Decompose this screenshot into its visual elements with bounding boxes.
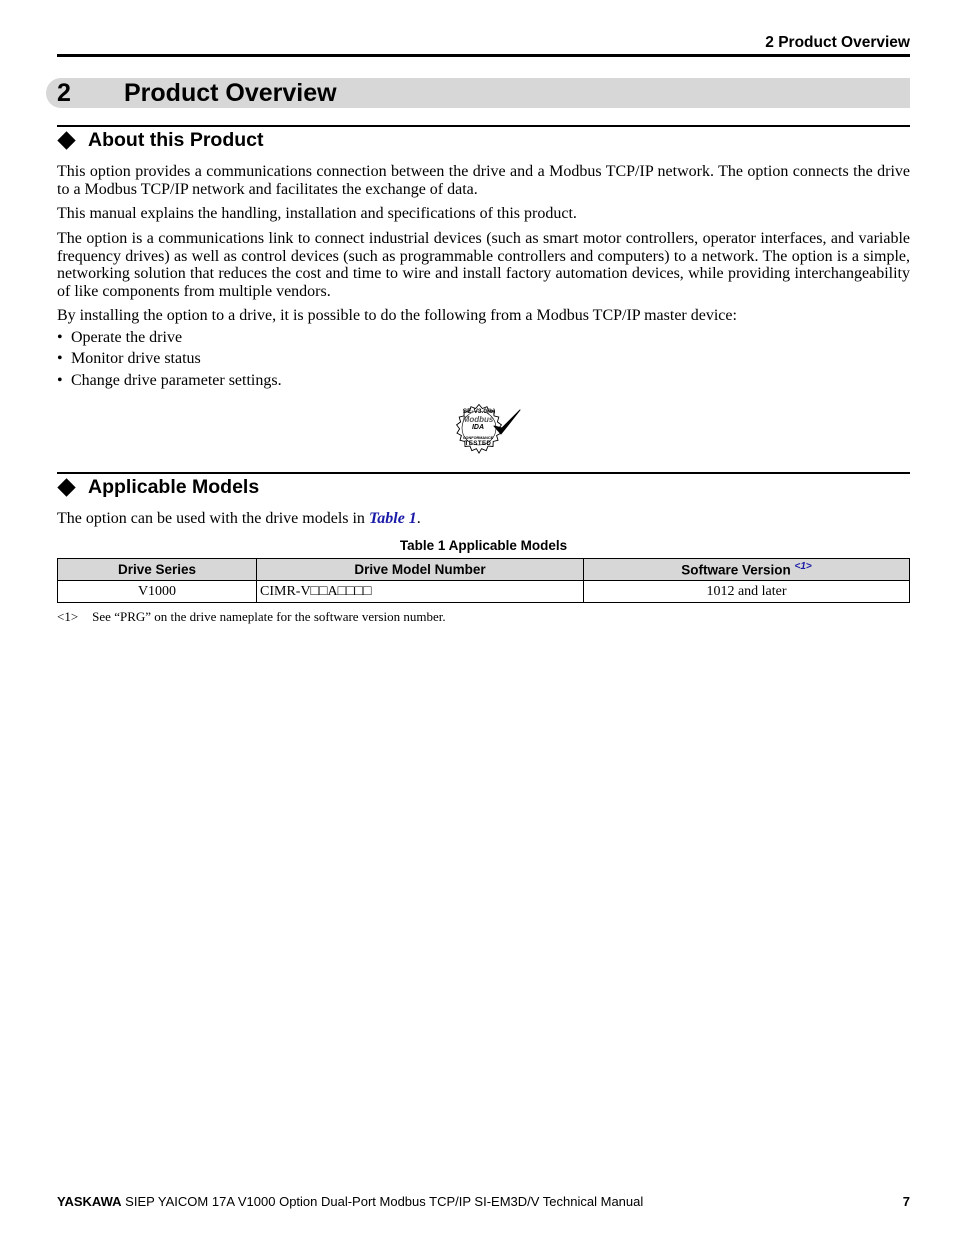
- diamond-bullet-icon: [57, 478, 75, 496]
- badge-line1: CONFORMANCE: [462, 436, 494, 440]
- footnote-ref-link[interactable]: <1>: [794, 561, 812, 573]
- section-heading-models: [57, 476, 259, 499]
- paragraph: By installing the option to a drive, it is possible to do the following from a Modbus TCP/IP master device:: [57, 307, 737, 324]
- table-1-link[interactable]: Table 1: [368, 510, 417, 527]
- table-cell: 1012 and later: [584, 581, 910, 603]
- paragraph: This option provides a communications connection between the drive and a Modbus TCP/IP network. The option connects the drive to a Modbus TCP/IP network and facilitates the exchange of data.: [57, 163, 910, 198]
- conformance-seal-icon: [444, 396, 522, 460]
- column-header: Software Version $^{<1>}$: [584, 559, 910, 581]
- header-rule: [57, 54, 910, 57]
- page-number: 7: [902, 1194, 910, 1209]
- paragraph: The option can be used with the drive models in Table 1.: [57, 510, 421, 527]
- footnote: [57, 609, 446, 625]
- footer-brand: YASKAWA: [57, 1194, 122, 1209]
- chapter-number: 2: [57, 79, 71, 107]
- list-item: • Change drive parameter settings.: [57, 372, 282, 389]
- footnote-text: See “PRG” on the drive nameplate for the software version number.: [92, 609, 446, 624]
- section-heading-about: [57, 129, 263, 152]
- paragraph: This manual explains the handling, installation and specifications of this product.: [57, 205, 577, 222]
- list-item: • Operate the drive: [57, 329, 183, 346]
- running-header: 2 Product Overview: [765, 34, 910, 51]
- badge-brand: Modbus: [462, 415, 494, 424]
- table-caption: Table 1 Applicable Models: [399, 538, 568, 553]
- badge-sub: IDA: [471, 424, 485, 431]
- section-rule: [57, 125, 910, 127]
- column-header: Drive Model Number: [257, 559, 584, 581]
- section-rule: [57, 472, 910, 474]
- diamond-bullet-icon: [57, 131, 75, 149]
- badge-line2: TESTED: [464, 441, 492, 447]
- table-cell: V1000: [58, 581, 257, 603]
- footer-text: SIEP YAICOM 17A V1000 Option Dual-Port Modbus TCP/IP SI-EM3D/V Technical Manual: [121, 1194, 644, 1209]
- table-cell: CIMR-V□□A□□□□: [257, 581, 584, 603]
- modbus-conformance-badge: [444, 396, 522, 460]
- badge-top-text: SE-V3.0(b): [462, 408, 496, 415]
- column-header: Drive Series: [58, 559, 257, 581]
- applicable-models-table: [57, 558, 910, 603]
- footnote-marker: <1>: [57, 609, 79, 624]
- paragraph: The option is a communications link to connect industrial devices (such as smart motor controllers, operator interfaces, and variable frequency drives) as well as control devices (such as programmable controllers and computers) to a network. The option is a simple, networking solution that reduces the cost and time to wire and install factory automation devices, while providing interchangeability of like components from multiple vendors.: [57, 230, 910, 300]
- list-item: • Monitor drive status: [57, 350, 201, 367]
- section-heading-text: About this Product: [88, 129, 264, 151]
- chapter-title: Product Overview: [124, 79, 337, 107]
- page-footer: [57, 1194, 643, 1209]
- table-row: [58, 581, 910, 603]
- section-heading-text: Applicable Models: [88, 476, 260, 498]
